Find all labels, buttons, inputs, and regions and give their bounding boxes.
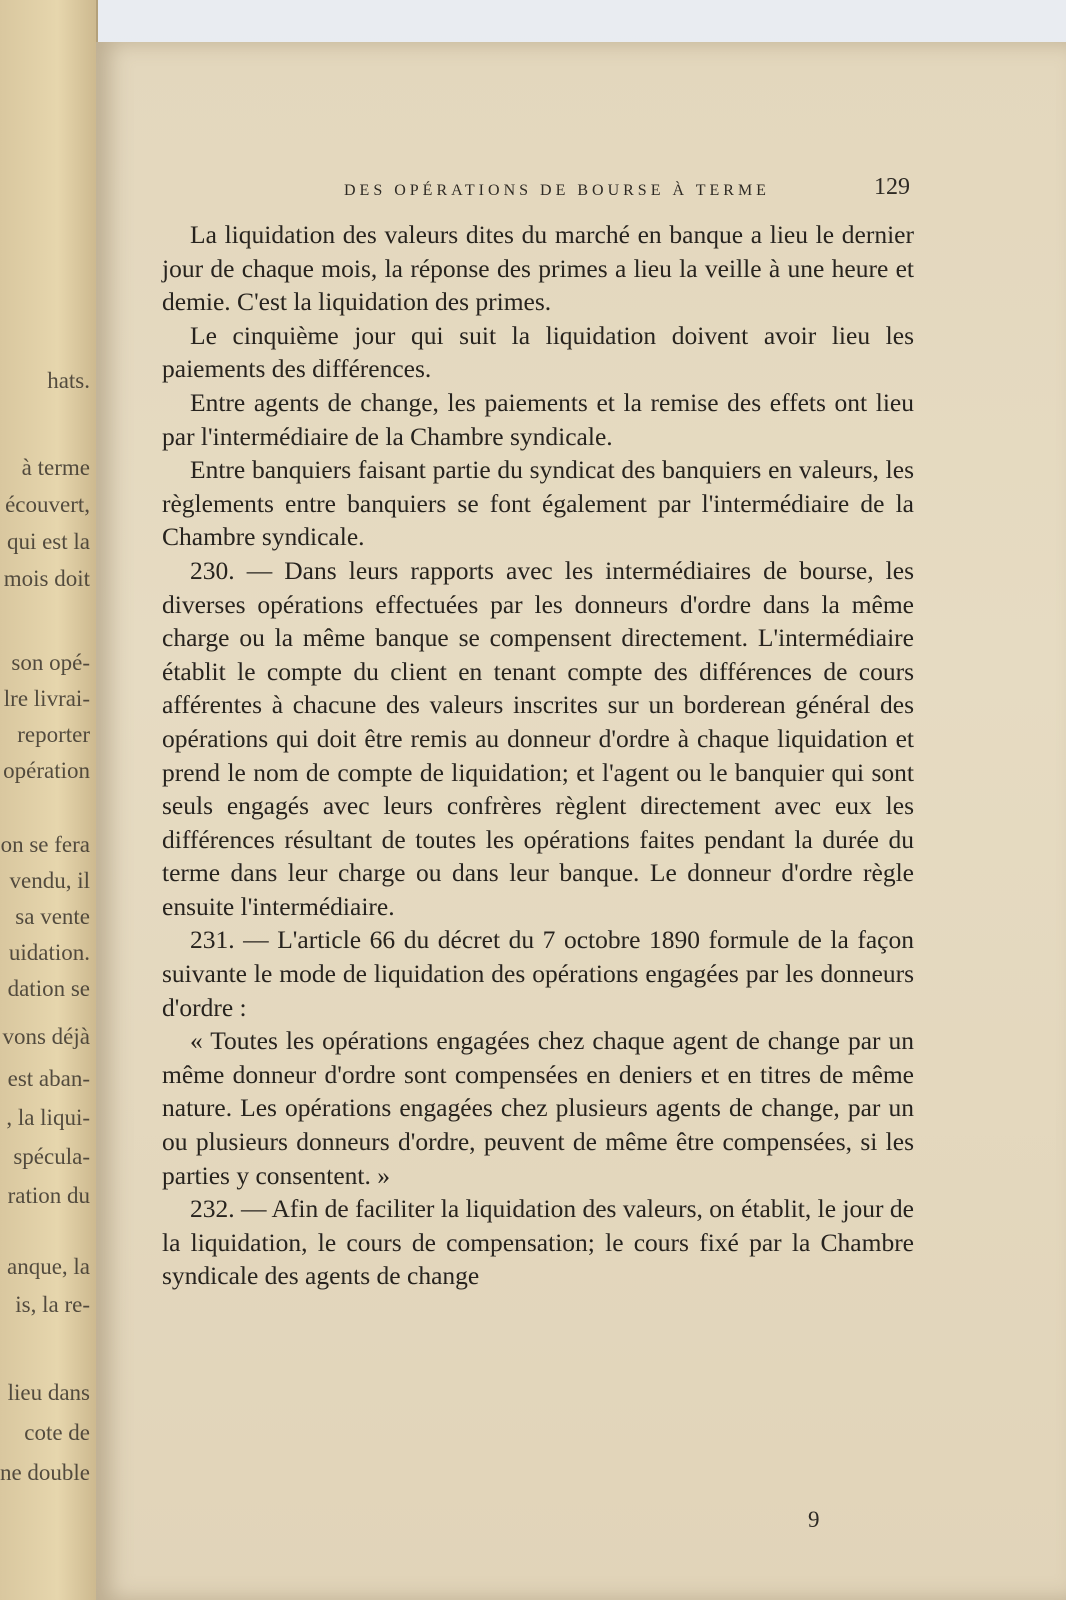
prev-page-line: opération (3, 758, 90, 783)
previous-page-edge (0, 0, 98, 1600)
prev-page-line: vendu, il (9, 868, 90, 893)
prev-page-line: lre livrai- (3, 686, 90, 711)
paragraph-231: 231. — L'article 66 du décret du 7 octobre 1890 formule de la façon suivante le mode de liquidation des opérations engagées par les donneurs d'ordre : (162, 925, 914, 1022)
prev-page-line: son opé- (11, 650, 90, 675)
paragraph-232: 232. — Afin de faciliter la liquidation des valeurs, on établit, le jour de la liquidation, le cours de compensation; le cours fixé par la Chambre syndicale des agents de change (162, 1194, 914, 1291)
prev-page-line: qui est la (6, 529, 90, 554)
prev-page-line: mois doit (3, 566, 90, 591)
prev-page-line: dation se (7, 976, 90, 1001)
prev-page-line: cote de (24, 1420, 90, 1445)
prev-page-line: sa vente (15, 904, 90, 929)
paragraph-230: 230. — Dans leurs rapports avec les intermédiaires de bourse, les diverses opérations effectuées par les donneurs d'ordre dans la même charge ou la même banque se compensent directement. L'intermédiaire établit le compte du client en tenant compte des différences de cours afférentes à chacune des valeurs inscrites sur un borderean général des opérations qui doit être remis au donneur d'ordre à chaque liquidation et prend le nom de compte de liquidation; et l'agent ou le banquier qui sont seuls engagés avec leurs confrères règlent directement avec eux les différences résultant de toutes les opérations faites pendant la durée du terme dans leur charge ou dans leur banque. Le donneur d'ordre règle ensuite l'intermédiaire. (162, 555, 914, 921)
prev-page-line: écouvert, (5, 492, 90, 517)
prev-page-line: uidation. (8, 940, 90, 965)
prev-page-line: spécula- (13, 1144, 90, 1169)
prev-page-line: ration du (7, 1183, 90, 1208)
page-number: 129 (874, 174, 910, 200)
signature-mark: 9 (808, 1507, 820, 1532)
prev-page-line: ne double (0, 1460, 90, 1485)
prev-page-line: vons déjà (2, 1024, 90, 1049)
quoted-article: « Toutes les opérations engagées chez chaque agent de change par un même donneur d'ordre sont compensées en deniers et en titres de même nature. Les opérations engagées chez plusieurs agents de change, par un ou plusieurs donneurs d'ordre, peuvent de même être compensées, si les parties y consentent. » (162, 1026, 914, 1190)
running-head: DES OPÉRATIONS DE BOURSE À TERME (344, 182, 770, 199)
prev-page-line: anque, la (6, 1254, 90, 1279)
paragraph: Entre agents de change, les paiements et la remise des effets ont lieu par l'intermédiaire de la Chambre syndicale. (162, 387, 914, 451)
prev-page-line: hats. (47, 368, 90, 393)
prev-page-line: lieu dans (7, 1380, 90, 1405)
prev-page-line: , la liqui- (6, 1105, 90, 1130)
prev-page-line: est aban- (7, 1066, 90, 1091)
prev-page-line: is, la re- (15, 1292, 90, 1317)
paragraph: La liquidation des valeurs dites du marché en banque a lieu le dernier jour de chaque mois, la réponse des primes a lieu la veille à une heure et demie. C'est la liquidation des primes. (162, 220, 914, 317)
prev-page-line: reporter (17, 722, 90, 747)
prev-page-line: on se fera (0, 832, 90, 857)
paragraph: Entre banquiers faisant partie du syndicat des banquiers en valeurs, les règlements entre banquiers se font également par l'intermédiaire de la Chambre syndicale. (162, 455, 914, 552)
prev-page-line: à terme (21, 455, 90, 480)
page-body (162, 218, 914, 1293)
paragraph: Le cinquième jour qui suit la liquidation doivent avoir lieu les paiements des différences. (162, 320, 914, 384)
book-page (96, 42, 1066, 1600)
